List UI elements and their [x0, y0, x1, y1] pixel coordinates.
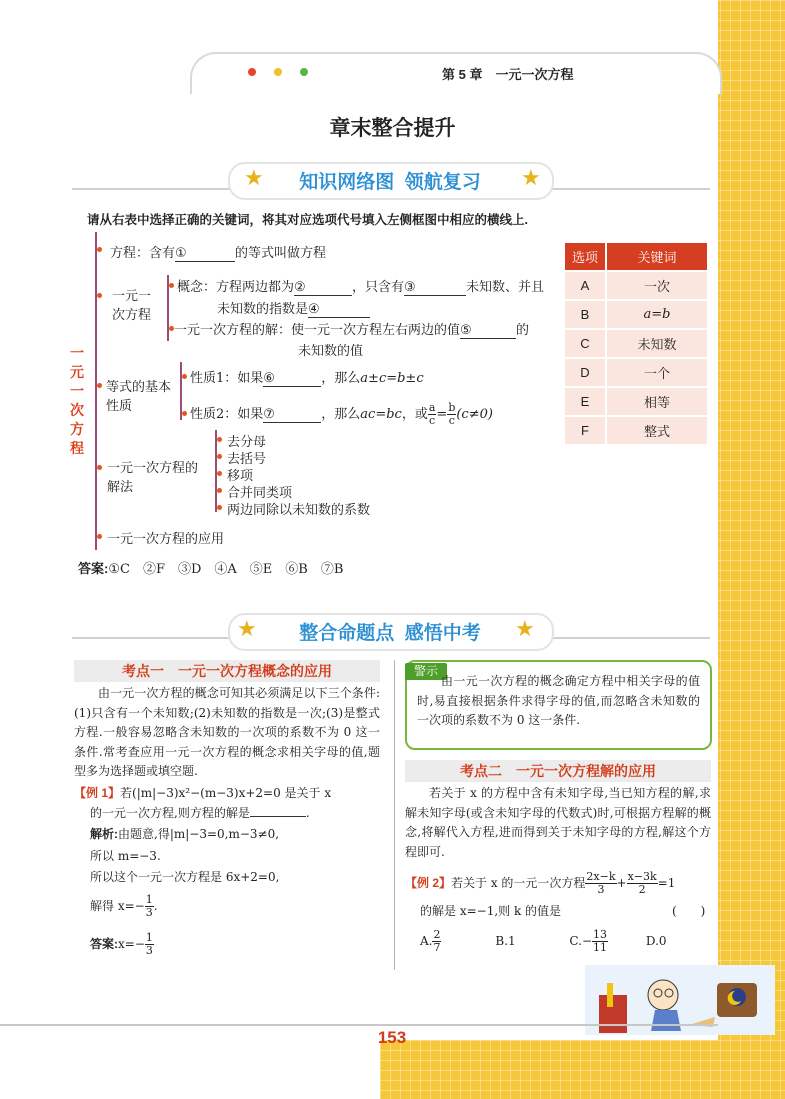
- keyword-cell: 相等: [607, 388, 707, 415]
- star-icon: ★: [521, 166, 541, 191]
- numerator: x−3k: [627, 870, 657, 883]
- application-label: 一元一次方程的应用: [107, 531, 225, 546]
- option-label: C.−: [569, 934, 593, 948]
- answers-line: [78, 558, 343, 577]
- solution1-line4: 解得 x=− $\frac{1}{3}$ .: [90, 893, 158, 919]
- fraction: [432, 929, 441, 954]
- text-fragment: 性质1：如果: [190, 371, 264, 386]
- topic1-body-text: 由一元一次方程的概念可知其必须满足以下三个条件:(1)只含有一个未知数;(2)未知数的指数是一次;(3)是整式方程.一般容易忽略含未知数的一次项的系数不为 0 这一条件.常考查应用一元一次方程的概念求相关字母的值,题型多为选择题或填空题.: [74, 686, 380, 778]
- blank-number: ⑤: [460, 323, 472, 338]
- condition: (c≠0): [456, 407, 493, 422]
- section2-title: 整合命题点 感悟中考: [299, 623, 481, 644]
- chapter-title: 第 5 章 一元一次方程: [442, 67, 574, 82]
- keyword-cell: 一次: [607, 272, 707, 299]
- table-row: [565, 272, 707, 299]
- tree-bullet: [169, 283, 174, 288]
- candle-icon: [607, 983, 613, 1007]
- solution-def-line2: 未知数的值: [298, 344, 364, 359]
- solution1-line1: [90, 825, 279, 845]
- warning-text-content: 由一元一次方程的概念确定方程中相关字母的值时,易直接根据条件求得字母的值,而忽略含未知数的一次项的系数不为 0 这一条件.: [417, 674, 700, 727]
- tree-bullet: [217, 437, 222, 442]
- answer-text: x=−: [118, 937, 145, 951]
- fraction: [627, 871, 658, 896]
- topic1-body: [74, 684, 380, 782]
- tree-bullet: [97, 465, 102, 470]
- option-code-cell: E: [565, 388, 605, 415]
- option-code-cell: D: [565, 359, 605, 386]
- answer-label: 答案:: [90, 937, 118, 951]
- operator: =1: [657, 876, 676, 890]
- numerator: 13: [593, 928, 608, 941]
- keyword-cell: 未知数: [607, 330, 707, 357]
- footer-line: [0, 1024, 718, 1026]
- text-fragment: 未知数的指数是: [217, 302, 309, 317]
- text-fragment: ，那么: [321, 407, 361, 422]
- denominator: c: [448, 414, 455, 427]
- concept-line2: [217, 298, 370, 318]
- yellow-dot-icon: [274, 68, 282, 76]
- keyword-table: [563, 241, 709, 446]
- answer1-line: [90, 926, 154, 962]
- numerator: 2: [433, 928, 441, 941]
- property-label: 等式的基本 性质: [106, 379, 172, 413]
- text-fragment: 概念：方程两边都为: [177, 280, 295, 295]
- table-row: [565, 330, 707, 357]
- tree-bullet: [217, 454, 222, 459]
- property-2: 性质2：如果⑦ ，那么ac=bc，或 $\frac{a}{c}$ = $\frac{b}{c}$ (c≠0): [190, 401, 493, 427]
- text-fragment: 一元一次方程的解：使一元一次方程左右两边的值: [174, 323, 461, 338]
- method-item: 合并同类项: [227, 486, 293, 501]
- numerator: 1: [145, 931, 153, 944]
- text-fragment: 未知数、并且: [466, 280, 545, 295]
- star-icon: ★: [515, 617, 535, 642]
- blank-4: [308, 302, 370, 318]
- tree-bullet: [182, 374, 187, 379]
- table-header-cell: 关键词: [607, 243, 707, 270]
- denominator: c: [429, 414, 436, 427]
- denominator: 7: [433, 941, 441, 954]
- tree-bullet: [217, 488, 222, 493]
- numerator: 2x−k: [586, 870, 616, 883]
- example2-line2: 的解是 x=−1,则 k 的值是: [420, 904, 562, 918]
- blank-number: ⑥: [263, 371, 275, 386]
- blank-7: [263, 407, 321, 423]
- blank-6: [263, 371, 321, 387]
- example1-line2: 的一元一次方程,则方程的解是 .: [90, 806, 310, 820]
- denominator: 3: [145, 944, 153, 957]
- blank-number: ⑦: [263, 407, 275, 422]
- table-row: [565, 417, 707, 444]
- solution-text: 由题意,得|m|−3=0,m−3≠0,: [118, 827, 280, 841]
- denominator: 11: [593, 941, 608, 954]
- text-fragment: ，只含有: [352, 280, 405, 295]
- example1-text: 的一元一次方程,则方程的解是: [90, 806, 250, 820]
- boy-body-icon: [651, 1010, 681, 1031]
- operator: +: [616, 876, 627, 890]
- numerator: b: [448, 401, 456, 414]
- text-fragment: 性质2：如果: [190, 407, 264, 422]
- star-icon: ★: [244, 166, 264, 191]
- tree-root-text: 一元一次方程: [70, 345, 84, 456]
- concept-line1: [177, 276, 544, 296]
- example2-options: [420, 924, 667, 958]
- fraction: [145, 894, 154, 919]
- table-header-cell: 选项: [565, 243, 605, 270]
- answers-label: 答案:: [78, 561, 109, 576]
- table-row: [565, 359, 707, 386]
- example1-tag: 【例 1】: [74, 786, 121, 800]
- blank-number: ②: [294, 280, 306, 295]
- fraction: [428, 402, 437, 427]
- solution1-line2: 所以 m=−3.: [90, 849, 161, 863]
- blank-3: [404, 280, 466, 296]
- tree-bullet: [97, 383, 102, 388]
- denominator: 3: [597, 883, 605, 896]
- denominator: 3: [145, 906, 153, 919]
- example2-text: 若关于 x 的一元一次方程: [451, 876, 586, 890]
- example2-paren: ( ): [672, 904, 706, 918]
- option-c[interactable]: [569, 928, 608, 954]
- method-item: 移项: [227, 469, 254, 484]
- math-expression: a±c=b±c: [360, 371, 424, 386]
- table-row: [565, 301, 707, 328]
- option-label: A.: [420, 934, 433, 948]
- tree-main-line: [95, 232, 97, 550]
- green-dot-icon: [300, 68, 308, 76]
- numerator: 1: [145, 893, 153, 906]
- equation-definition: [110, 242, 326, 262]
- tree-bullet: [97, 247, 102, 252]
- fraction: [145, 932, 154, 957]
- text-fragment: ，那么: [321, 371, 361, 386]
- tree-bullet: [97, 293, 102, 298]
- method-item: 两边同除以未知数的系数: [227, 503, 371, 518]
- star-icon: ★: [237, 617, 257, 642]
- fraction: [585, 871, 616, 896]
- solution-label: 解析:: [90, 827, 118, 841]
- tree-bullet: [182, 411, 187, 416]
- section1-title: 知识网络图 领航复习: [299, 172, 481, 193]
- blank-number: ①: [175, 245, 187, 260]
- keyword-cell: 整式: [607, 417, 707, 444]
- tree-bullet: [97, 534, 102, 539]
- option-code-cell: B: [565, 301, 605, 328]
- denominator: 2: [638, 883, 646, 896]
- solution-def-line1: [174, 319, 529, 339]
- tree-bullet: [217, 471, 222, 476]
- warning-tag: 警示: [405, 663, 447, 680]
- example2-tag: 【例 2】: [405, 876, 452, 890]
- fraction: [447, 402, 456, 427]
- topic1-title: 考点一 一元一次方程概念的应用: [74, 660, 380, 682]
- table-row: [565, 388, 707, 415]
- option-a[interactable]: [420, 928, 441, 954]
- option-b[interactable]: B.1: [495, 934, 516, 948]
- property-1: [190, 367, 424, 387]
- tree-bullet: [217, 505, 222, 510]
- blank-2: [294, 280, 352, 296]
- linear-equation-label: 一元一 次方程: [112, 288, 152, 322]
- option-code-cell: C: [565, 330, 605, 357]
- instruction-text: 请从右表中选择正确的关键词，将其对应选项代号填入左侧框图中相应的横线上.: [87, 213, 528, 227]
- keyword-cell: a=b: [607, 301, 707, 328]
- solution-text: 解得 x=−: [90, 899, 145, 913]
- option-d[interactable]: D.0: [645, 934, 667, 948]
- example1-line1: [74, 784, 384, 804]
- blank-number: ④: [308, 302, 320, 317]
- column-divider: [394, 660, 395, 970]
- red-dot-icon: [248, 68, 256, 76]
- text-fragment: ，或: [401, 407, 428, 422]
- page-title: 章末整合提升: [329, 117, 456, 140]
- boy-face-icon: [648, 980, 678, 1010]
- tree-root-label: [68, 344, 86, 458]
- warning-text: [417, 672, 700, 731]
- blank-number: ③: [404, 280, 416, 295]
- numerator: a: [428, 401, 436, 414]
- solution1-line3: 所以这个一元一次方程是 6x+2=0,: [90, 870, 280, 884]
- math-expression: ac=bc: [360, 407, 402, 422]
- blank-1: [175, 245, 235, 262]
- method-item: 去括号: [227, 452, 267, 467]
- method-label: 一元一次方程的 解法: [107, 460, 199, 494]
- fraction: [592, 929, 608, 954]
- option-code-cell: F: [565, 417, 605, 444]
- example1-text: 若(|m|−3)x²−(m−3)x+2=0 是关于 x: [120, 786, 332, 800]
- text-fragment: 的等式叫做方程: [235, 245, 327, 260]
- answer-blank: [250, 816, 306, 817]
- method-item: 去分母: [227, 435, 267, 450]
- table-header-row: [565, 243, 707, 270]
- answers-text: ①C ②F ③D ④A ⑤E ⑥B ⑦B: [108, 562, 344, 577]
- keyword-cell: 一个: [607, 359, 707, 386]
- example2-line1: [405, 866, 675, 900]
- option-code-cell: A: [565, 272, 605, 299]
- topic2-title: 考点二 一元一次方程解的应用: [405, 760, 711, 782]
- text-fragment: 方程：含有: [110, 245, 176, 260]
- topic2-body-text: 若关于 x 的方程中含有未知字母,当已知方程的解,求解未知字母(或含未知字母的代数式)时,可根据方程解的概念,将解代入方程,进而得到关于未知字母的方程,解这个方程即可.: [405, 786, 711, 859]
- text-fragment: 的: [516, 323, 530, 338]
- blank-5: [460, 323, 516, 339]
- topic2-body: [405, 784, 711, 862]
- page-number: 153: [377, 1028, 407, 1047]
